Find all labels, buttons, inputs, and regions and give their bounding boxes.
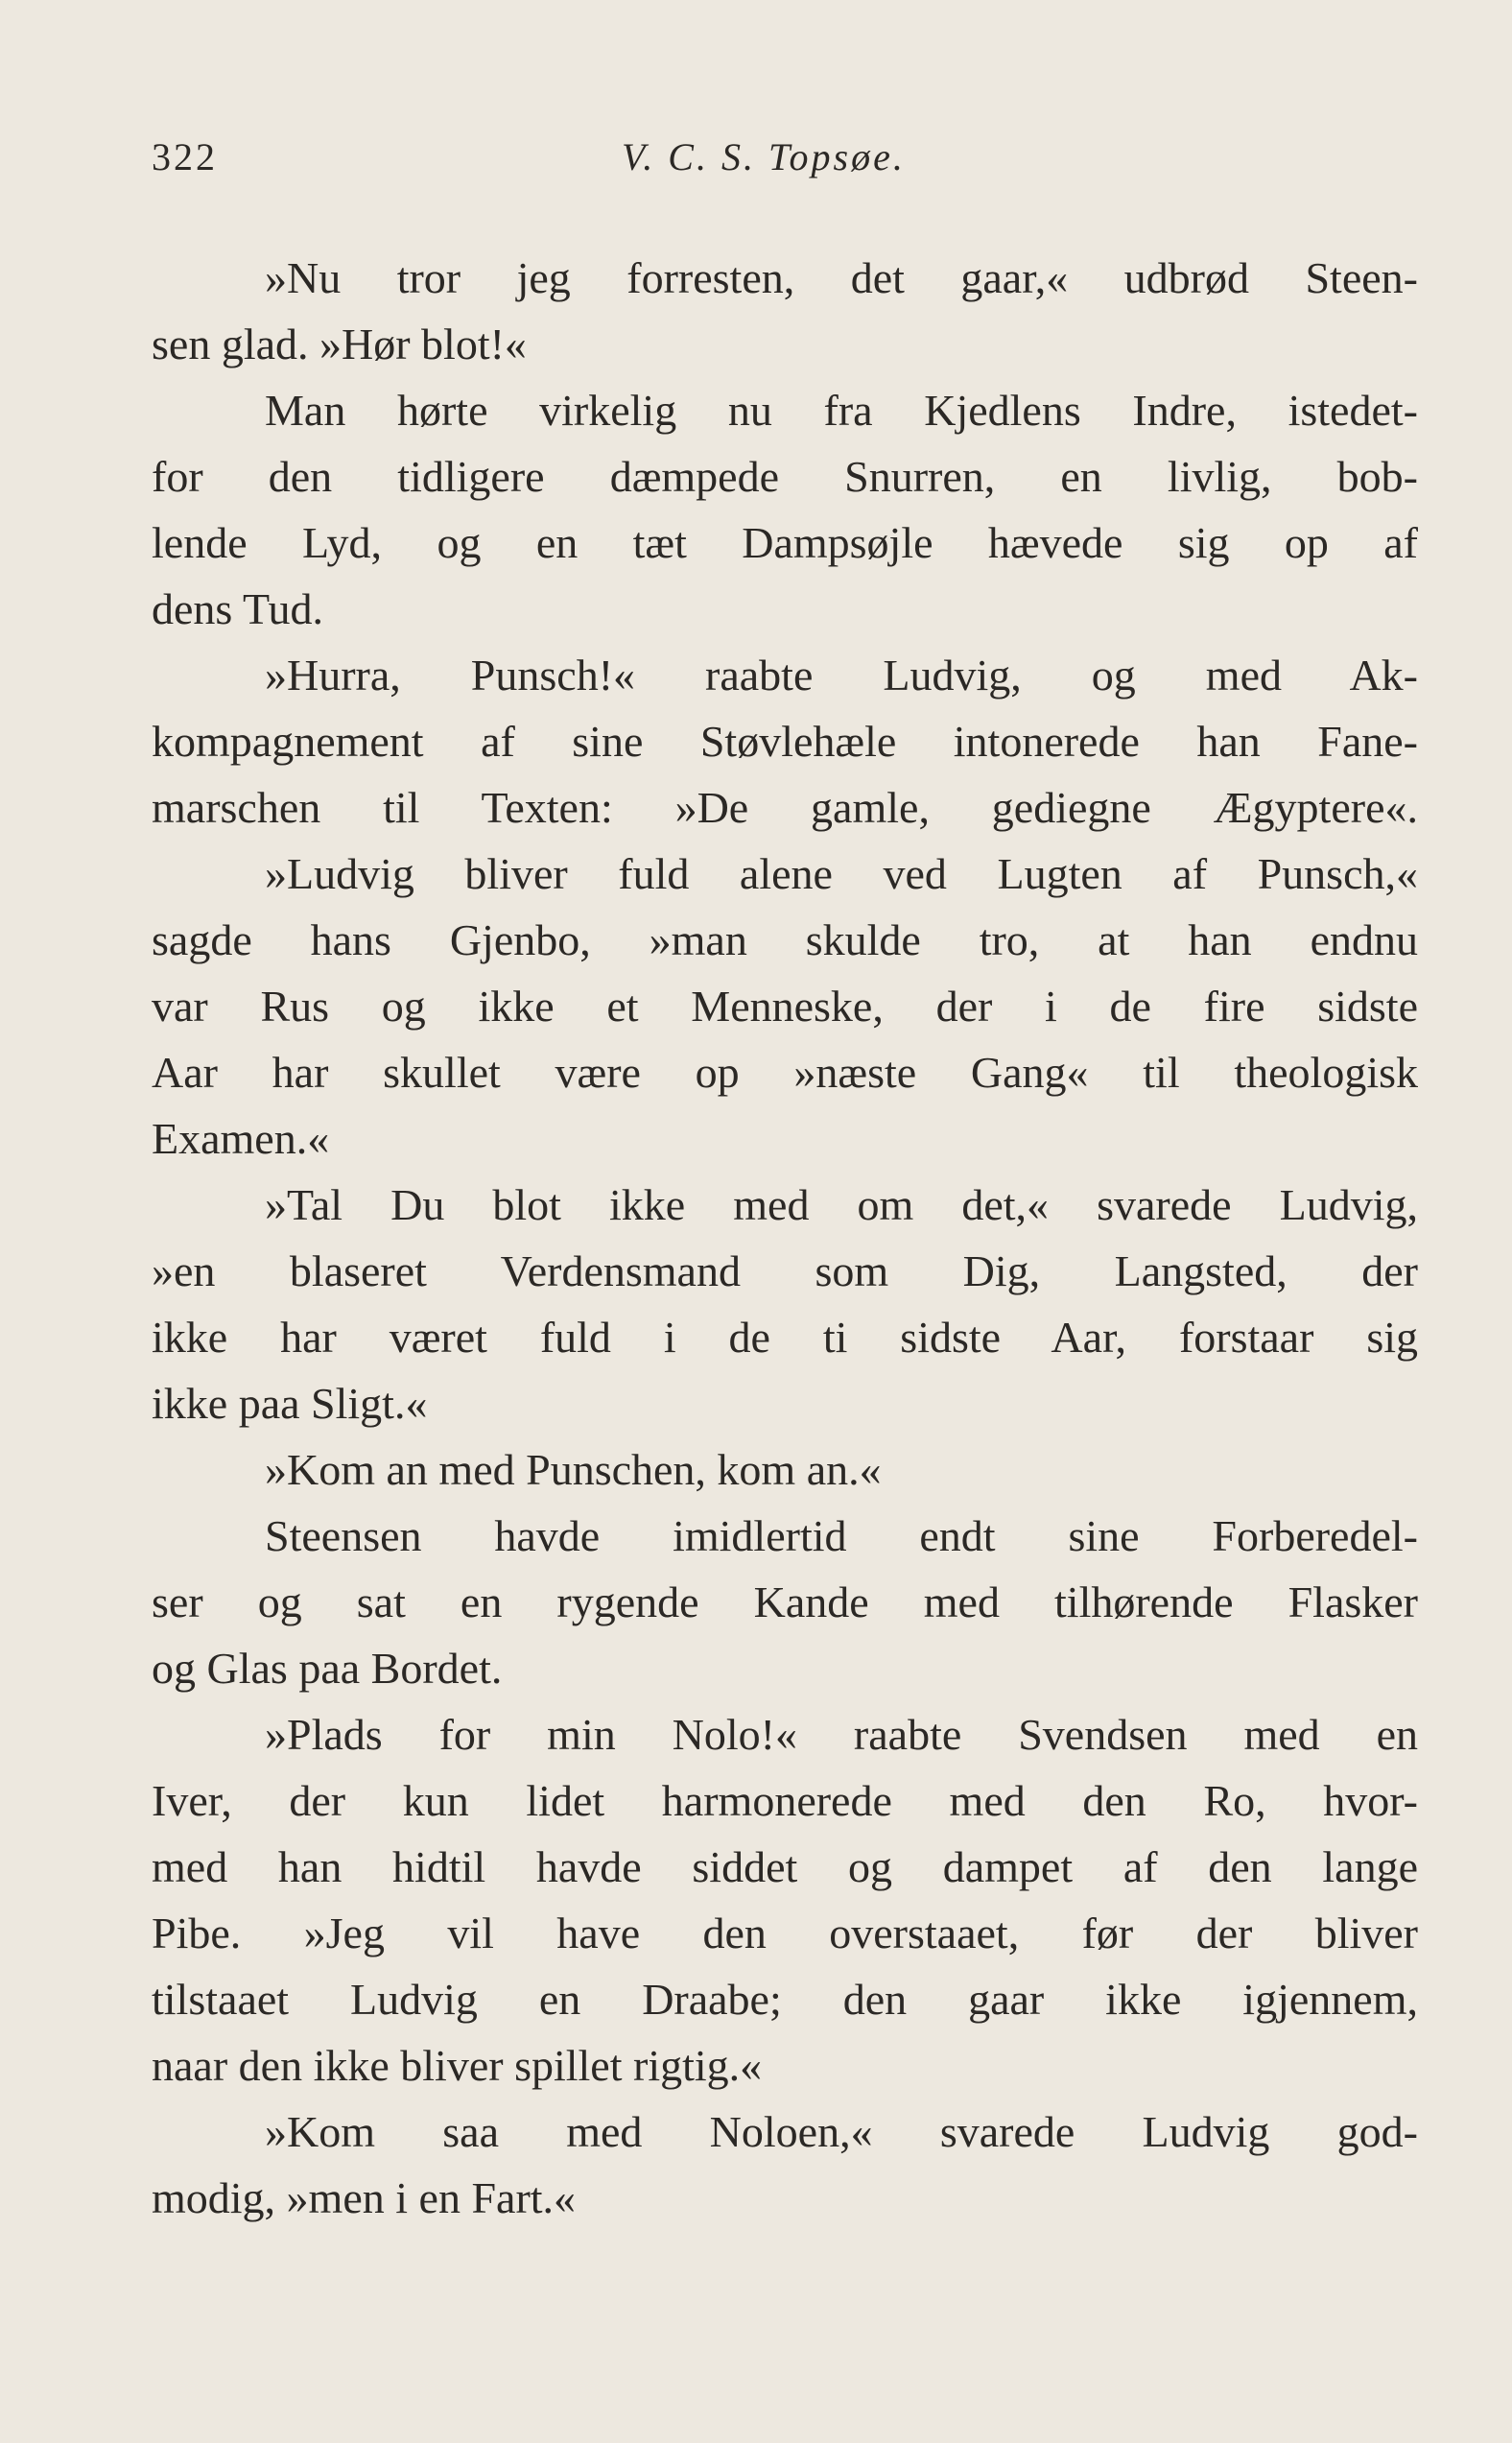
text-line: og Glas paa Bordet. xyxy=(152,1644,503,1693)
text-line: »Nu tror jeg forresten, det gaar,« udbrød Steen- xyxy=(265,253,1418,302)
text-line: sen glad. »Hør blot!« xyxy=(152,320,527,368)
text-line: naar den ikke bliver spillet rigtig.« xyxy=(152,2041,763,2090)
text-line: med han hidtil havde siddet og dampet af den lange xyxy=(152,1842,1418,1891)
text-line: ikke paa Sligt.« xyxy=(152,1379,428,1428)
text-line: »en blaseret Verdensmand som Dig, Langsted, der xyxy=(152,1246,1418,1295)
text-line: marschen til Texten: »De gamle, gediegne Ægyptere«. xyxy=(152,783,1418,832)
text-line: var Rus og ikke et Menneske, der i de fire sidste xyxy=(152,982,1418,1031)
text-line: lende Lyd, og en tæt Dampsøjle hævede sig op af xyxy=(152,518,1418,567)
text-line: »Kom an med Punschen, kom an.« xyxy=(265,1445,882,1494)
text-line: ser og sat en rygende Kande med tilhørende Flasker xyxy=(152,1577,1418,1626)
text-line: Steensen havde imidlertid endt sine Forberedel- xyxy=(265,1511,1418,1560)
text-line: dens Tud. xyxy=(152,584,323,633)
page-header xyxy=(152,134,1418,192)
text-line: tilstaaet Ludvig en Draabe; den gaar ikke igjennem, xyxy=(152,1975,1418,2024)
text-line: Iver, der kun lidet harmonerede med den Ro, hvor- xyxy=(152,1776,1418,1825)
text-line: »Kom saa med Noloen,« svarede Ludvig god- xyxy=(265,2107,1418,2156)
text-line: »Tal Du blot ikke med om det,« svarede Ludvig, xyxy=(265,1180,1418,1229)
text-line: »Hurra, Punsch!« raabte Ludvig, og med Ak- xyxy=(265,651,1418,700)
text-line: sagde hans Gjenbo, »man skulde tro, at han endnu xyxy=(152,915,1418,964)
text-line: ikke har været fuld i de ti sidste Aar, forstaar sig xyxy=(152,1313,1418,1362)
text-line: for den tidligere dæmpede Snurren, en livlig, bob- xyxy=(152,452,1418,501)
text-line: Examen.« xyxy=(152,1114,330,1163)
text-line: Aar har skullet være op »næste Gang« til theologisk xyxy=(152,1048,1418,1097)
body-text xyxy=(152,245,1418,2231)
text-line: modig, »men i en Fart.« xyxy=(152,2173,577,2222)
running-head: V. C. S. Topsøe. xyxy=(622,135,906,178)
text-line: Man hørte virkelig nu fra Kjedlens Indre, istedet- xyxy=(265,386,1418,435)
page-number: 322 xyxy=(152,135,218,178)
text-line: »Ludvig bliver fuld alene ved Lugten af Punsch,« xyxy=(265,849,1418,898)
text-line: Pibe. »Jeg vil have den overstaaet, før der bliver xyxy=(152,1909,1418,1957)
text-line: »Plads for min Nolo!« raabte Svendsen med en xyxy=(265,1710,1418,1759)
text-line: kompagnement af sine Støvlehæle intonerede han Fane- xyxy=(152,717,1418,766)
